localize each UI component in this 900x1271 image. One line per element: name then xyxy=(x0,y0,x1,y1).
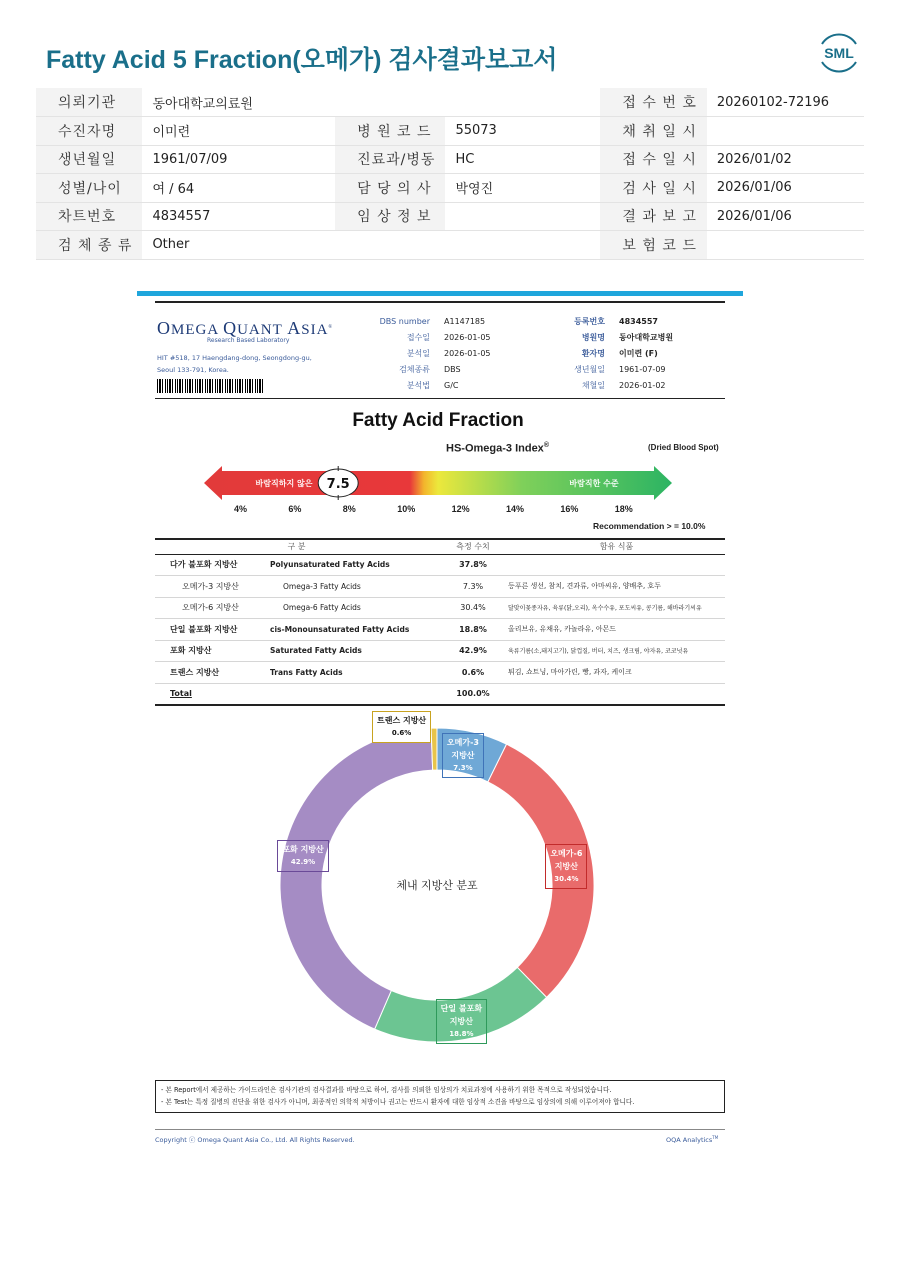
insurance-value xyxy=(707,231,864,260)
specimen-label: 검 체 종 류 xyxy=(36,231,142,260)
meta-label: 검체종류 xyxy=(399,365,430,374)
tick-label: 8% xyxy=(342,504,356,514)
dried-blood-spot-note: (Dried Blood Spot) xyxy=(648,443,719,452)
meta-label: 생년월일 xyxy=(574,365,605,374)
tick-label: 6% xyxy=(288,504,302,514)
meta-label: 환자명 xyxy=(581,349,605,358)
row-category-ko: 다가 불포화 지방산 xyxy=(155,554,270,576)
row-category-ko: 단일 불포화 지방산 xyxy=(155,619,270,641)
report-meta-rule xyxy=(155,398,725,399)
row-category-en: Trans Fatty Acids xyxy=(270,662,438,684)
row-category-ko: 오메가-6 지방산 xyxy=(155,597,270,619)
report-meta-right xyxy=(540,314,673,394)
meta-label: DBS number xyxy=(379,317,430,326)
donut-slice-label: 단일 불포화 지방산 18.8% xyxy=(436,999,487,1044)
donut-slice xyxy=(431,728,437,770)
meta-value: G/C xyxy=(444,381,459,390)
recipient-label: 수진자명 xyxy=(36,117,142,146)
row-category-ko: 오메가-3 지방산 xyxy=(155,576,270,598)
meta-row xyxy=(365,346,491,362)
fatty-acid-fraction-title: Fatty Acid Fraction xyxy=(352,410,524,431)
page-title: Fatty Acid 5 Fraction(오메가) 검사결과보고서 xyxy=(46,46,558,74)
row-category-ko: 포화 지방산 xyxy=(155,640,270,662)
hospital-code-value: 55073 xyxy=(445,117,600,146)
report-top-rule xyxy=(155,301,725,303)
meta-row xyxy=(540,378,673,394)
row-category-en: cis-Monounsaturated Fatty Acids xyxy=(270,619,438,641)
table-row xyxy=(155,662,725,684)
row-food xyxy=(508,554,725,576)
meta-label: 병원명 xyxy=(581,333,605,342)
sex-age-value: 여 / 64 xyxy=(142,174,335,203)
sex-age-label: 성별/나이 xyxy=(36,174,142,203)
meta-row xyxy=(540,330,673,346)
meta-value: 1961-07-09 xyxy=(619,365,666,374)
meta-row xyxy=(365,362,491,378)
meta-row xyxy=(540,346,673,362)
omega3-index-scale xyxy=(200,462,680,504)
index-value: 7.5 xyxy=(326,477,350,492)
hospital-code-label: 병 원 코 드 xyxy=(335,117,445,146)
total-label: Total xyxy=(155,683,270,705)
reception-date-label: 접 수 일 시 xyxy=(600,145,706,174)
meta-value: 4834557 xyxy=(619,317,658,326)
donut-slice-label: 포화 지방산 42.9% xyxy=(277,840,328,872)
row-food: 육류기름(소,돼지고기), 닭껍질, 버터, 치즈, 생크림, 야자유, 코코넛유 xyxy=(508,640,725,662)
recommendation: Recommendation > = 10.0% xyxy=(593,521,706,531)
row-category-en: Omega-6 Fatty Acids xyxy=(270,597,438,619)
dept-value: HC xyxy=(445,145,600,174)
row-category-en: Saturated Fatty Acids xyxy=(270,640,438,662)
row-value: 30.4% xyxy=(438,597,508,619)
row-category-en: Omega-3 Fatty Acids xyxy=(270,576,438,598)
meta-label: 채혈일 xyxy=(581,381,605,390)
disclaimer-line-2: - 본 Test는 특정 질병의 진단을 위한 검사가 아니며, 최종적인 의학적 처방이나 권고는 반드시 환자에 대한 임상적 소견을 바탕으로 임상의에 의해 이루어져야 합니다. xyxy=(161,1098,635,1106)
fatty-acid-table xyxy=(155,538,725,706)
test-date-value: 2026/01/06 xyxy=(707,174,864,203)
lab-subtitle: Research Based Laboratory xyxy=(207,337,290,344)
collection-date-label: 채 취 일 시 xyxy=(600,117,706,146)
donut-slice-label: 오메가-3 지방산 7.3% xyxy=(442,733,484,778)
footer-rule xyxy=(155,1129,725,1130)
row-food: 등푸른 생선, 참치, 견과류, 아마씨유, 양배추, 호두 xyxy=(508,576,725,598)
logo-text: SML xyxy=(824,45,854,61)
disclaimer-box xyxy=(155,1080,725,1113)
birth-value: 1961/07/09 xyxy=(142,145,335,174)
lab-name: OMEGA QUANT ASIA® xyxy=(157,318,334,338)
report-top-bar xyxy=(137,291,743,296)
result-date-value: 2026/01/06 xyxy=(707,202,864,231)
specimen-value: Other xyxy=(142,231,600,260)
meta-value: DBS xyxy=(444,365,461,374)
table-row xyxy=(155,554,725,576)
tick-label: 18% xyxy=(614,504,633,514)
copyright: Copyright ⓒ Omega Quant Asia Co., Ltd. All Rights Reserved. xyxy=(155,1136,355,1144)
dept-label: 진료과/병동 xyxy=(335,145,445,174)
row-food: 튀김, 쇼트닝, 마아가린, 빵, 과자, 케이크 xyxy=(508,662,725,684)
tick-label: 10% xyxy=(397,504,416,514)
tick-label: 12% xyxy=(451,504,470,514)
clinical-label: 임 상 정 보 xyxy=(335,202,445,231)
row-value: 42.9% xyxy=(438,640,508,662)
result-date-label: 결 과 보 고 xyxy=(600,202,706,231)
col-value-header: 측정 수치 xyxy=(438,539,508,554)
total-value: 100.0% xyxy=(438,683,508,705)
meta-value: 2026-01-02 xyxy=(619,381,666,390)
reception-no-label: 접 수 번 호 xyxy=(600,88,706,117)
row-value: 37.8% xyxy=(438,554,508,576)
table-total-row xyxy=(155,683,725,705)
table-row xyxy=(155,576,725,598)
clinical-value xyxy=(445,202,600,231)
undesirable-label: 바람직하지 않은 xyxy=(255,479,313,488)
meta-row xyxy=(365,378,491,394)
meta-row xyxy=(540,314,673,330)
donut-slice-label: 트랜스 지방산 0.6% xyxy=(372,711,431,743)
institution-value: 동아대학교의료원 xyxy=(142,88,600,117)
donut-slice-label: 오메가-6 지방산 30.4% xyxy=(545,844,587,889)
row-category-ko: 트랜스 지방산 xyxy=(155,662,270,684)
meta-label: 등록번호 xyxy=(574,317,605,326)
tick-label: 14% xyxy=(506,504,525,514)
report-meta-left xyxy=(365,314,491,394)
barcode-image xyxy=(157,379,263,393)
insurance-label: 보 험 코 드 xyxy=(600,231,706,260)
sml-logo xyxy=(816,30,862,76)
donut-center-label: 체내 지방산 분포 xyxy=(396,879,478,892)
recipient-value: 이미련 xyxy=(142,117,335,146)
lab-address: HIT #518, 17 Haengdang-dong, Seongdong-gu, Seoul 133-791, Korea. xyxy=(157,354,312,374)
col-food-header: 함유 식품 xyxy=(508,539,725,554)
desirable-label: 바람직한 수준 xyxy=(569,479,619,488)
patient-info-table xyxy=(36,88,864,260)
birth-label: 생년월일 xyxy=(36,145,142,174)
hs-omega3-index-title: HS-Omega-3 Index® xyxy=(446,442,549,455)
collection-date-value xyxy=(707,117,864,146)
meta-value: A1147185 xyxy=(444,317,486,326)
meta-row xyxy=(365,330,491,346)
table-row xyxy=(155,597,725,619)
meta-label: 분석일 xyxy=(406,349,430,358)
institution-label: 의뢰기관 xyxy=(36,88,142,117)
col-category-header: 구 분 xyxy=(155,539,438,554)
row-category-en: Polyunsaturated Fatty Acids xyxy=(270,554,438,576)
meta-label: 분석법 xyxy=(406,381,430,390)
chart-no-label: 차트번호 xyxy=(36,202,142,231)
disclaimer-line-1: - 본 Report에서 제공하는 가이드라인은 검사기관의 검사결과를 바탕으로 하여, 검사를 의뢰한 임상의가 치료과정에 사용하기 위한 목적으로 작성되었습니다. xyxy=(161,1086,612,1094)
row-value: 18.8% xyxy=(438,619,508,641)
row-value: 7.3% xyxy=(438,576,508,598)
tick-label: 16% xyxy=(560,504,579,514)
doctor-value: 박영진 xyxy=(445,174,600,203)
meta-value: 2026-01-05 xyxy=(444,349,491,358)
tick-label: 4% xyxy=(234,504,248,514)
meta-row xyxy=(540,362,673,378)
reception-no-value: 20260102-72196 xyxy=(707,88,864,117)
table-row xyxy=(155,619,725,641)
row-value: 0.6% xyxy=(438,662,508,684)
doctor-label: 담 당 의 사 xyxy=(335,174,445,203)
test-date-label: 검 사 일 시 xyxy=(600,174,706,203)
row-food: 달맞이꽃종자유, 육류(닭,오리), 옥수수유, 포도씨유, 콩기름, 해바라기씨유 xyxy=(508,597,725,619)
table-row xyxy=(155,640,725,662)
meta-label: 접수일 xyxy=(406,333,430,342)
row-food: 올리브유, 유채유, 카놀라유, 아몬드 xyxy=(508,619,725,641)
oqa-analytics-brand: OQA Analytics™ xyxy=(666,1135,719,1145)
chart-no-value: 4834557 xyxy=(142,202,335,231)
meta-row xyxy=(365,314,491,330)
meta-value: 2026-01-05 xyxy=(444,333,491,342)
meta-value: 동아대학교병원 xyxy=(619,333,674,342)
meta-value: 이미련 (F) xyxy=(619,349,658,358)
reception-date-value: 2026/01/02 xyxy=(707,145,864,174)
